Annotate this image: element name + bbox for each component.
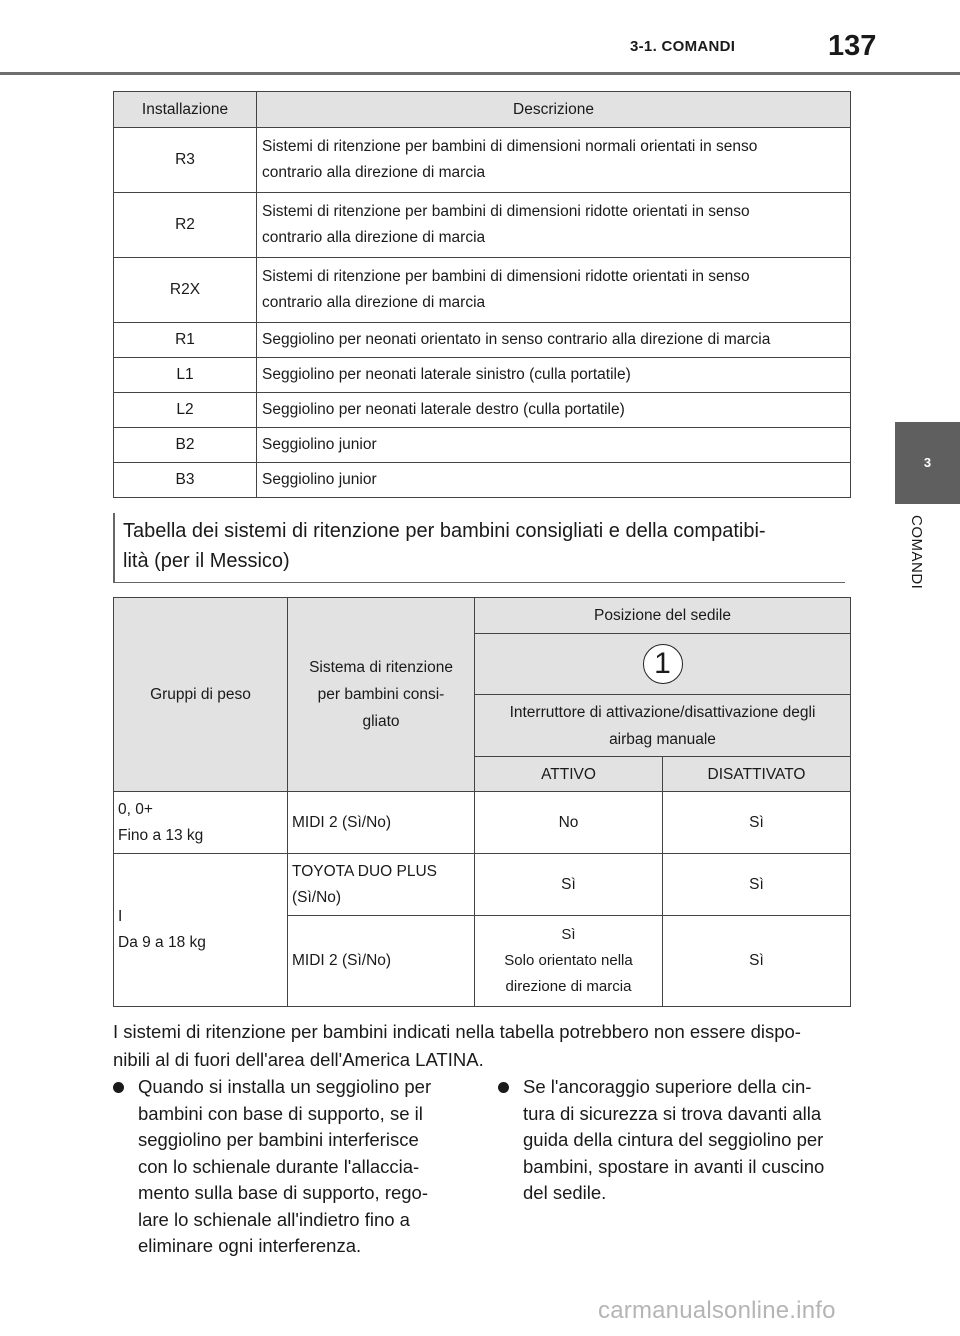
bullet-text bbox=[498, 1074, 848, 1207]
title-line: lità (per il Messico) bbox=[123, 550, 290, 572]
off-cell: Sì bbox=[663, 854, 851, 916]
off-cell: Sì bbox=[663, 792, 851, 854]
bullet-line: Se l'ancoraggio superiore della cin- bbox=[523, 1076, 812, 1097]
description-line: Sistemi di ritenzione per bambini di dimensioni ridotte orientati in senso bbox=[262, 268, 750, 285]
header-line: Sistema di ritenzione bbox=[309, 659, 453, 676]
header-line: Interruttore di attivazione/disattivazione degli bbox=[509, 703, 816, 721]
table-row bbox=[114, 463, 851, 498]
on-cell: Sì bbox=[475, 854, 663, 916]
off-cell: Sì bbox=[663, 916, 851, 1007]
column-header-on: ATTIVO bbox=[475, 757, 663, 792]
on-line: Sì bbox=[561, 926, 576, 943]
weight-group-line: 0, 0+ bbox=[118, 800, 153, 818]
weight-group-cell bbox=[114, 792, 288, 854]
watermark: carmanualsonline.info bbox=[598, 1297, 836, 1324]
table-header-row bbox=[114, 598, 851, 634]
installation-description bbox=[257, 193, 851, 258]
description-line: Sistemi di ritenzione per bambini di dimensioni ridotte orientati in senso bbox=[262, 203, 750, 220]
table-row bbox=[114, 393, 851, 428]
installation-code: B2 bbox=[114, 428, 257, 463]
bullet-line: tura di sicurezza si trova davanti alla bbox=[523, 1102, 822, 1124]
table-row bbox=[114, 193, 851, 258]
bullet-line: seggiolino per bambini interferisce bbox=[138, 1129, 419, 1150]
column-header-installation: Installazione bbox=[114, 92, 257, 128]
title-line: Tabella dei sistemi di ritenzione per bambini consigliati e della compatibi- bbox=[123, 520, 766, 542]
installation-code: R1 bbox=[114, 323, 257, 358]
bullet-line: Quando si installa un seggiolino per bbox=[138, 1076, 432, 1097]
column-header-description: Descrizione bbox=[257, 92, 851, 128]
installation-description: Seggiolino per neonati laterale destro (culla portatile) bbox=[257, 393, 851, 428]
bullet-icon bbox=[498, 1082, 509, 1093]
table-row bbox=[114, 258, 851, 323]
header-line: per bambini consi- bbox=[317, 686, 445, 703]
bullet-text bbox=[113, 1074, 483, 1260]
description-line: contrario alla direzione di marcia bbox=[262, 229, 486, 246]
installation-description: Seggiolino junior bbox=[257, 428, 851, 463]
system-line: TOYOTA DUO PLUS bbox=[292, 862, 437, 880]
description-line: Sistemi di ritenzione per bambini di dimensioni normali orientati in senso bbox=[262, 138, 758, 155]
bullet-line: guida della cintura del seggiolino per bbox=[523, 1129, 824, 1150]
weight-group-line: Fino a 13 kg bbox=[118, 826, 204, 844]
header-divider bbox=[0, 72, 960, 75]
note-line: nibili al di fuori dell'area dell'America LATINA. bbox=[113, 1049, 484, 1070]
installation-description: Seggiolino per neonati orientato in senso contrario alla direzione di marcia bbox=[257, 323, 851, 358]
header-line: airbag manuale bbox=[609, 730, 716, 748]
on-cell bbox=[475, 916, 663, 1007]
weight-group-cell bbox=[114, 854, 288, 1007]
installation-code: R2X bbox=[114, 258, 257, 323]
bullet-icon bbox=[113, 1082, 124, 1093]
system-cell bbox=[288, 854, 475, 916]
seat-number-cell bbox=[475, 634, 851, 695]
description-line: contrario alla direzione di marcia bbox=[262, 164, 486, 181]
compatibility-table-title bbox=[113, 513, 845, 583]
chapter-tab: 3 bbox=[895, 422, 960, 504]
bullet-line: con lo schienale durante l'allaccia- bbox=[138, 1155, 420, 1177]
section-heading: 3-1. COMANDI bbox=[630, 38, 736, 55]
column-header-weight-group: Gruppi di peso bbox=[114, 598, 288, 792]
description-line: contrario alla direzione di marcia bbox=[262, 294, 486, 311]
bullet-item-support-base bbox=[113, 1074, 483, 1260]
system-cell: MIDI 2 (Sì/No) bbox=[288, 916, 475, 1007]
column-header-off: DISATTIVATO bbox=[663, 757, 851, 792]
bullet-line: eliminare ogni interferenza. bbox=[138, 1235, 362, 1256]
installation-code: R3 bbox=[114, 128, 257, 193]
installation-description: Seggiolino junior bbox=[257, 463, 851, 498]
system-line: (Sì/No) bbox=[292, 888, 342, 906]
system-cell: MIDI 2 (Sì/No) bbox=[288, 792, 475, 854]
installation-description: Seggiolino per neonati laterale sinistro (culla portatile) bbox=[257, 358, 851, 393]
installation-description bbox=[257, 258, 851, 323]
seat-number-icon: 1 bbox=[643, 644, 683, 684]
header-line: gliato bbox=[362, 713, 400, 730]
weight-group-line: Da 9 a 18 kg bbox=[118, 934, 206, 951]
availability-note bbox=[113, 1018, 858, 1074]
table-row bbox=[114, 428, 851, 463]
bullet-line: lare lo schienale all'indietro fino a bbox=[138, 1208, 410, 1230]
weight-group-line: I bbox=[118, 908, 123, 925]
installation-description bbox=[257, 128, 851, 193]
table-row bbox=[114, 854, 851, 916]
table-row bbox=[114, 358, 851, 393]
installation-code: B3 bbox=[114, 463, 257, 498]
installation-code: R2 bbox=[114, 193, 257, 258]
bullet-item-top-anchor bbox=[498, 1074, 848, 1207]
installation-code: L1 bbox=[114, 358, 257, 393]
on-line: direzione di marcia bbox=[505, 978, 632, 995]
column-header-seat-position: Posizione del sedile bbox=[475, 598, 851, 634]
bullet-line: del sedile. bbox=[523, 1182, 607, 1203]
chapter-label: COMANDI bbox=[908, 515, 925, 590]
table-row bbox=[114, 792, 851, 854]
table-row bbox=[114, 128, 851, 193]
column-header-airbag-switch bbox=[475, 695, 851, 757]
note-line: I sistemi di ritenzione per bambini indicati nella tabella potrebbero non essere dispo- bbox=[113, 1021, 801, 1042]
on-line: Solo orientato nella bbox=[504, 952, 633, 969]
on-cell: No bbox=[475, 792, 663, 854]
table-row bbox=[114, 323, 851, 358]
compatibility-table bbox=[113, 597, 851, 1007]
bullet-line: mento sulla base di supporto, rego- bbox=[138, 1182, 429, 1203]
table-header-row bbox=[114, 92, 851, 128]
bullet-line: bambini con base di supporto, se il bbox=[138, 1102, 423, 1124]
installation-code: L2 bbox=[114, 393, 257, 428]
installation-table bbox=[113, 91, 851, 498]
page-number: 137 bbox=[828, 30, 877, 62]
column-header-recommended-system bbox=[288, 598, 475, 792]
bullet-line: bambini, spostare in avanti il cuscino bbox=[523, 1155, 825, 1177]
